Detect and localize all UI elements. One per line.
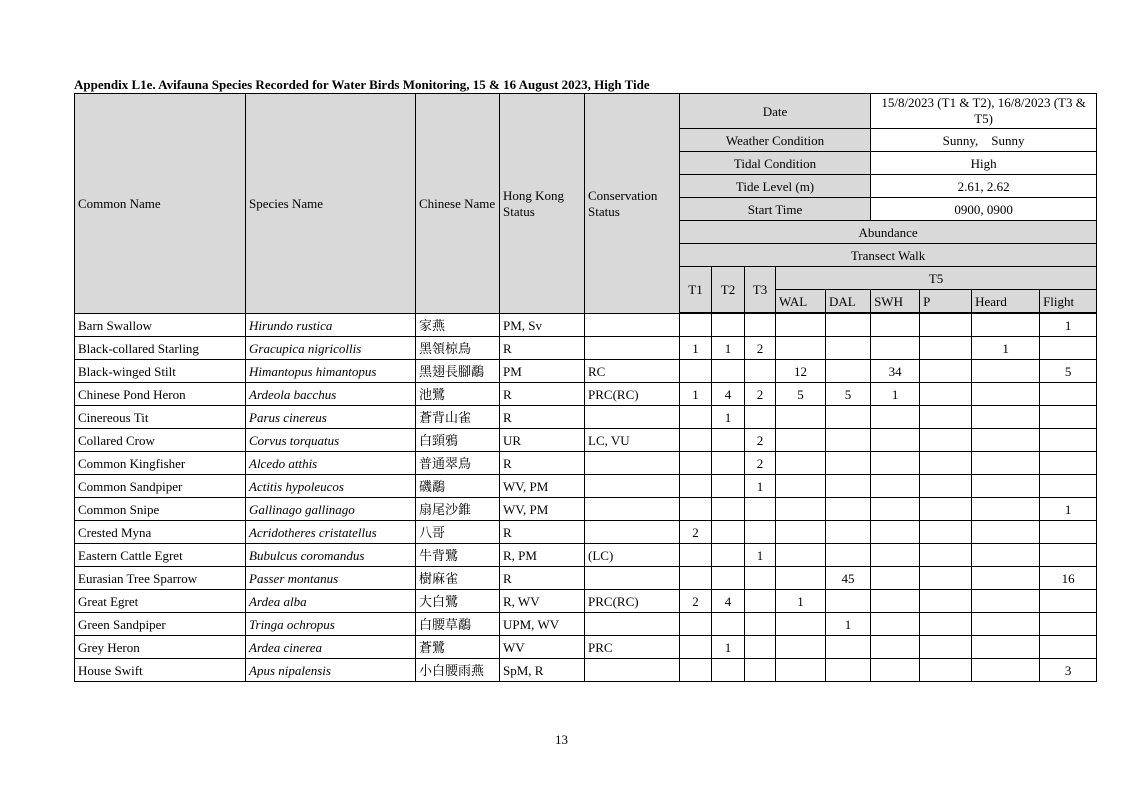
cell-flight	[1040, 452, 1097, 475]
cell-flight	[1040, 337, 1097, 360]
cell-heard	[972, 406, 1040, 429]
cell-species: Tringa ochropus	[246, 613, 416, 636]
cell-t3	[745, 360, 776, 383]
cell-p	[920, 498, 972, 521]
table-row	[75, 659, 1097, 682]
header-tidal-label: Tidal Condition	[680, 152, 871, 175]
cell-t3: 2	[745, 337, 776, 360]
header-t5: T5	[776, 267, 1097, 290]
cell-t1: 2	[680, 590, 712, 613]
cell-chinese: 蒼背山雀	[416, 406, 500, 429]
cell-t2	[712, 452, 745, 475]
cell-heard	[972, 383, 1040, 406]
cell-p	[920, 429, 972, 452]
cell-flight: 1	[1040, 498, 1097, 521]
cell-t2	[712, 314, 745, 337]
cell-t2	[712, 613, 745, 636]
cell-common: Cinereous Tit	[75, 406, 246, 429]
cell-wal	[776, 337, 826, 360]
cell-t3: 2	[745, 383, 776, 406]
cell-flight	[1040, 429, 1097, 452]
table-row	[75, 590, 1097, 613]
table-row	[75, 383, 1097, 406]
cell-t2	[712, 360, 745, 383]
cell-dal	[826, 590, 871, 613]
cell-t3	[745, 406, 776, 429]
cell-species: Acridotheres cristatellus	[246, 521, 416, 544]
header-t3: T3	[745, 267, 776, 313]
cell-dal	[826, 337, 871, 360]
cell-t2	[712, 521, 745, 544]
header-weather-label: Weather Condition	[680, 129, 871, 152]
cell-dal	[826, 544, 871, 567]
cell-wal	[776, 544, 826, 567]
cell-common: Black-collared Starling	[75, 337, 246, 360]
header-tide-level-value: 2.61, 2.62	[871, 175, 1097, 198]
cell-t1	[680, 452, 712, 475]
cell-dal	[826, 475, 871, 498]
cell-swh	[871, 314, 920, 337]
cell-cons: PRC(RC)	[585, 590, 680, 613]
cell-wal	[776, 406, 826, 429]
cell-cons	[585, 475, 680, 498]
cell-swh	[871, 567, 920, 590]
cell-chinese: 大白鷺	[416, 590, 500, 613]
cell-t3	[745, 590, 776, 613]
cell-hk: R, PM	[500, 544, 585, 567]
table-row	[75, 429, 1097, 452]
species-rows	[75, 314, 1097, 682]
species-table	[74, 93, 1097, 682]
table-row	[75, 337, 1097, 360]
cell-heard	[972, 590, 1040, 613]
cell-swh	[871, 452, 920, 475]
cell-p	[920, 314, 972, 337]
cell-chinese: 蒼鷺	[416, 636, 500, 659]
cell-t3	[745, 636, 776, 659]
cell-flight	[1040, 613, 1097, 636]
cell-t1	[680, 659, 712, 682]
cell-flight	[1040, 475, 1097, 498]
cell-wal	[776, 636, 826, 659]
header-weather-value: Sunny, Sunny	[871, 129, 1097, 152]
table-row	[75, 544, 1097, 567]
cell-cons	[585, 567, 680, 590]
cell-t3	[745, 314, 776, 337]
cell-wal	[776, 452, 826, 475]
cell-p	[920, 383, 972, 406]
cell-t2: 1	[712, 337, 745, 360]
cell-wal	[776, 521, 826, 544]
cell-t3: 1	[745, 544, 776, 567]
cell-flight	[1040, 383, 1097, 406]
header-start-time-label: Start Time	[680, 198, 871, 221]
cell-hk: R, WV	[500, 590, 585, 613]
table-row	[75, 360, 1097, 383]
cell-flight	[1040, 544, 1097, 567]
cell-swh: 1	[871, 383, 920, 406]
cell-t2	[712, 544, 745, 567]
cell-t1	[680, 544, 712, 567]
cell-hk: PM, Sv	[500, 314, 585, 337]
cell-flight: 16	[1040, 567, 1097, 590]
cell-chinese: 八哥	[416, 521, 500, 544]
cell-t2	[712, 659, 745, 682]
cell-common: Common Sandpiper	[75, 475, 246, 498]
cell-species: Hirundo rustica	[246, 314, 416, 337]
header-start-time-value: 0900, 0900	[871, 198, 1097, 221]
cell-cons	[585, 659, 680, 682]
cell-t3	[745, 613, 776, 636]
cell-chinese: 小白腰雨燕	[416, 659, 500, 682]
cell-heard	[972, 659, 1040, 682]
cell-t2: 1	[712, 636, 745, 659]
cell-wal	[776, 567, 826, 590]
cell-t1	[680, 613, 712, 636]
cell-chinese: 普通翠鳥	[416, 452, 500, 475]
cell-common: Eurasian Tree Sparrow	[75, 567, 246, 590]
header-hk-status: Hong Kong Status	[500, 94, 585, 314]
table-row	[75, 406, 1097, 429]
cell-flight: 3	[1040, 659, 1097, 682]
cell-t3	[745, 659, 776, 682]
cell-chinese: 黑翅長腳鷸	[416, 360, 500, 383]
cell-swh	[871, 544, 920, 567]
cell-cons: PRC	[585, 636, 680, 659]
cell-dal: 5	[826, 383, 871, 406]
cell-common: Common Kingfisher	[75, 452, 246, 475]
cell-cons: LC, VU	[585, 429, 680, 452]
cell-species: Parus cinereus	[246, 406, 416, 429]
cell-dal	[826, 360, 871, 383]
cell-t1: 1	[680, 337, 712, 360]
header-chinese-name: Chinese Name	[416, 94, 500, 314]
cell-wal: 5	[776, 383, 826, 406]
cell-p	[920, 636, 972, 659]
table-row	[75, 613, 1097, 636]
cell-species: Ardea alba	[246, 590, 416, 613]
cell-swh	[871, 590, 920, 613]
cell-hk: R	[500, 383, 585, 406]
cell-chinese: 池鷺	[416, 383, 500, 406]
header-tide-level-label: Tide Level (m)	[680, 175, 871, 198]
cell-dal	[826, 406, 871, 429]
cell-species: Bubulcus coromandus	[246, 544, 416, 567]
cell-hk: R	[500, 406, 585, 429]
header-common-name: Common Name	[75, 94, 246, 314]
header-heard: Heard	[972, 290, 1040, 313]
cell-t2	[712, 567, 745, 590]
cell-dal: 1	[826, 613, 871, 636]
cell-hk: UPM, WV	[500, 613, 585, 636]
cell-flight	[1040, 406, 1097, 429]
cell-cons	[585, 314, 680, 337]
cell-t2: 1	[712, 406, 745, 429]
cell-t3: 2	[745, 429, 776, 452]
cell-p	[920, 521, 972, 544]
cell-hk: WV	[500, 636, 585, 659]
cell-common: Common Snipe	[75, 498, 246, 521]
table-title: Appendix L1e. Avifauna Species Recorded for Water Birds Monitoring, 15 & 16 August 2023, High Tide	[74, 77, 650, 92]
cell-t1	[680, 314, 712, 337]
cell-swh	[871, 406, 920, 429]
cell-swh	[871, 613, 920, 636]
table-row	[75, 636, 1097, 659]
cell-species: Corvus torquatus	[246, 429, 416, 452]
page-number: 13	[555, 732, 568, 747]
cell-p	[920, 337, 972, 360]
cell-p	[920, 360, 972, 383]
cell-t1: 1	[680, 383, 712, 406]
cell-species: Alcedo atthis	[246, 452, 416, 475]
cell-chinese: 白腰草鷸	[416, 613, 500, 636]
cell-heard	[972, 544, 1040, 567]
cell-t2: 4	[712, 590, 745, 613]
header-transect-walk: Transect Walk	[680, 244, 1097, 267]
cell-chinese: 黑領椋鳥	[416, 337, 500, 360]
cell-species: Gracupica nigricollis	[246, 337, 416, 360]
cell-common: Eastern Cattle Egret	[75, 544, 246, 567]
cell-dal	[826, 659, 871, 682]
cell-t3	[745, 567, 776, 590]
cell-hk: WV, PM	[500, 498, 585, 521]
cell-dal	[826, 452, 871, 475]
cell-cons	[585, 613, 680, 636]
cell-flight: 5	[1040, 360, 1097, 383]
cell-common: Barn Swallow	[75, 314, 246, 337]
header-date-value: 15/8/2023 (T1 & T2), 16/8/2023 (T3 & T5)	[871, 94, 1097, 129]
cell-heard: 1	[972, 337, 1040, 360]
cell-p	[920, 475, 972, 498]
cell-p	[920, 659, 972, 682]
cell-hk: R	[500, 337, 585, 360]
cell-swh	[871, 337, 920, 360]
cell-wal: 12	[776, 360, 826, 383]
cell-dal: 45	[826, 567, 871, 590]
cell-cons	[585, 452, 680, 475]
cell-wal	[776, 659, 826, 682]
cell-t1	[680, 406, 712, 429]
cell-t2	[712, 429, 745, 452]
cell-flight: 1	[1040, 314, 1097, 337]
cell-hk: UR	[500, 429, 585, 452]
cell-common: Crested Myna	[75, 521, 246, 544]
cell-chinese: 牛背鷺	[416, 544, 500, 567]
cell-swh	[871, 636, 920, 659]
cell-heard	[972, 429, 1040, 452]
cell-common: Collared Crow	[75, 429, 246, 452]
cell-p	[920, 452, 972, 475]
cell-chinese: 扇尾沙錐	[416, 498, 500, 521]
cell-common: Great Egret	[75, 590, 246, 613]
cell-t1	[680, 498, 712, 521]
header-wal: WAL	[776, 290, 826, 313]
cell-common: Chinese Pond Heron	[75, 383, 246, 406]
table-row	[75, 567, 1097, 590]
cell-wal	[776, 314, 826, 337]
table-row	[75, 498, 1097, 521]
header-date-label: Date	[680, 94, 871, 129]
cell-flight	[1040, 521, 1097, 544]
cell-heard	[972, 567, 1040, 590]
cell-chinese: 家燕	[416, 314, 500, 337]
cell-t1	[680, 360, 712, 383]
cell-heard	[972, 314, 1040, 337]
table-row	[75, 521, 1097, 544]
cell-common: Green Sandpiper	[75, 613, 246, 636]
cell-species: Ardea cinerea	[246, 636, 416, 659]
cell-cons	[585, 406, 680, 429]
cell-p	[920, 544, 972, 567]
cell-swh: 34	[871, 360, 920, 383]
cell-species: Passer montanus	[246, 567, 416, 590]
cell-dal	[826, 429, 871, 452]
cell-wal	[776, 475, 826, 498]
header-species-name: Species Name	[246, 94, 416, 314]
cell-hk: R	[500, 521, 585, 544]
cell-common: House Swift	[75, 659, 246, 682]
cell-p	[920, 567, 972, 590]
cell-hk: R	[500, 567, 585, 590]
cell-chinese: 樹麻雀	[416, 567, 500, 590]
cell-cons: PRC(RC)	[585, 383, 680, 406]
cell-t2: 4	[712, 383, 745, 406]
header-conservation-status: Conservation Status	[585, 94, 680, 314]
cell-swh	[871, 475, 920, 498]
cell-flight	[1040, 590, 1097, 613]
header-abundance: Abundance	[680, 221, 1097, 244]
cell-cons: RC	[585, 360, 680, 383]
cell-p	[920, 590, 972, 613]
cell-wal	[776, 498, 826, 521]
cell-t3	[745, 498, 776, 521]
cell-chinese: 磯鷸	[416, 475, 500, 498]
cell-t1	[680, 636, 712, 659]
header-t2: T2	[712, 267, 745, 313]
cell-t3: 2	[745, 452, 776, 475]
cell-t3	[745, 521, 776, 544]
cell-p	[920, 406, 972, 429]
header-t1: T1	[680, 267, 712, 313]
header-p: P	[920, 290, 972, 313]
cell-swh	[871, 498, 920, 521]
cell-species: Actitis hypoleucos	[246, 475, 416, 498]
table-row	[75, 475, 1097, 498]
cell-t1	[680, 567, 712, 590]
cell-common: Grey Heron	[75, 636, 246, 659]
cell-heard	[972, 636, 1040, 659]
cell-dal	[826, 498, 871, 521]
cell-wal	[776, 429, 826, 452]
cell-dal	[826, 521, 871, 544]
cell-heard	[972, 475, 1040, 498]
cell-heard	[972, 521, 1040, 544]
cell-heard	[972, 498, 1040, 521]
cell-t2	[712, 475, 745, 498]
cell-p	[920, 613, 972, 636]
cell-wal	[776, 613, 826, 636]
cell-swh	[871, 429, 920, 452]
cell-swh	[871, 659, 920, 682]
cell-dal	[826, 636, 871, 659]
cell-heard	[972, 360, 1040, 383]
cell-cons	[585, 337, 680, 360]
cell-hk: SpM, R	[500, 659, 585, 682]
header-flight: Flight	[1040, 290, 1097, 313]
header-tidal-value: High	[871, 152, 1097, 175]
cell-hk: WV, PM	[500, 475, 585, 498]
cell-t1	[680, 475, 712, 498]
cell-heard	[972, 452, 1040, 475]
cell-hk: PM	[500, 360, 585, 383]
cell-t1	[680, 429, 712, 452]
cell-heard	[972, 613, 1040, 636]
cell-species: Himantopus himantopus	[246, 360, 416, 383]
header-dal: DAL	[826, 290, 871, 313]
table-row	[75, 314, 1097, 337]
cell-t3: 1	[745, 475, 776, 498]
cell-species: Ardeola bacchus	[246, 383, 416, 406]
cell-swh	[871, 521, 920, 544]
cell-cons	[585, 498, 680, 521]
cell-cons	[585, 521, 680, 544]
cell-hk: R	[500, 452, 585, 475]
cell-common: Black-winged Stilt	[75, 360, 246, 383]
header-swh: SWH	[871, 290, 920, 313]
cell-species: Gallinago gallinago	[246, 498, 416, 521]
cell-dal	[826, 314, 871, 337]
cell-t2	[712, 498, 745, 521]
cell-chinese: 白頸鴉	[416, 429, 500, 452]
cell-t1: 2	[680, 521, 712, 544]
cell-wal: 1	[776, 590, 826, 613]
table-row	[75, 452, 1097, 475]
cell-flight	[1040, 636, 1097, 659]
cell-cons: (LC)	[585, 544, 680, 567]
cell-species: Apus nipalensis	[246, 659, 416, 682]
